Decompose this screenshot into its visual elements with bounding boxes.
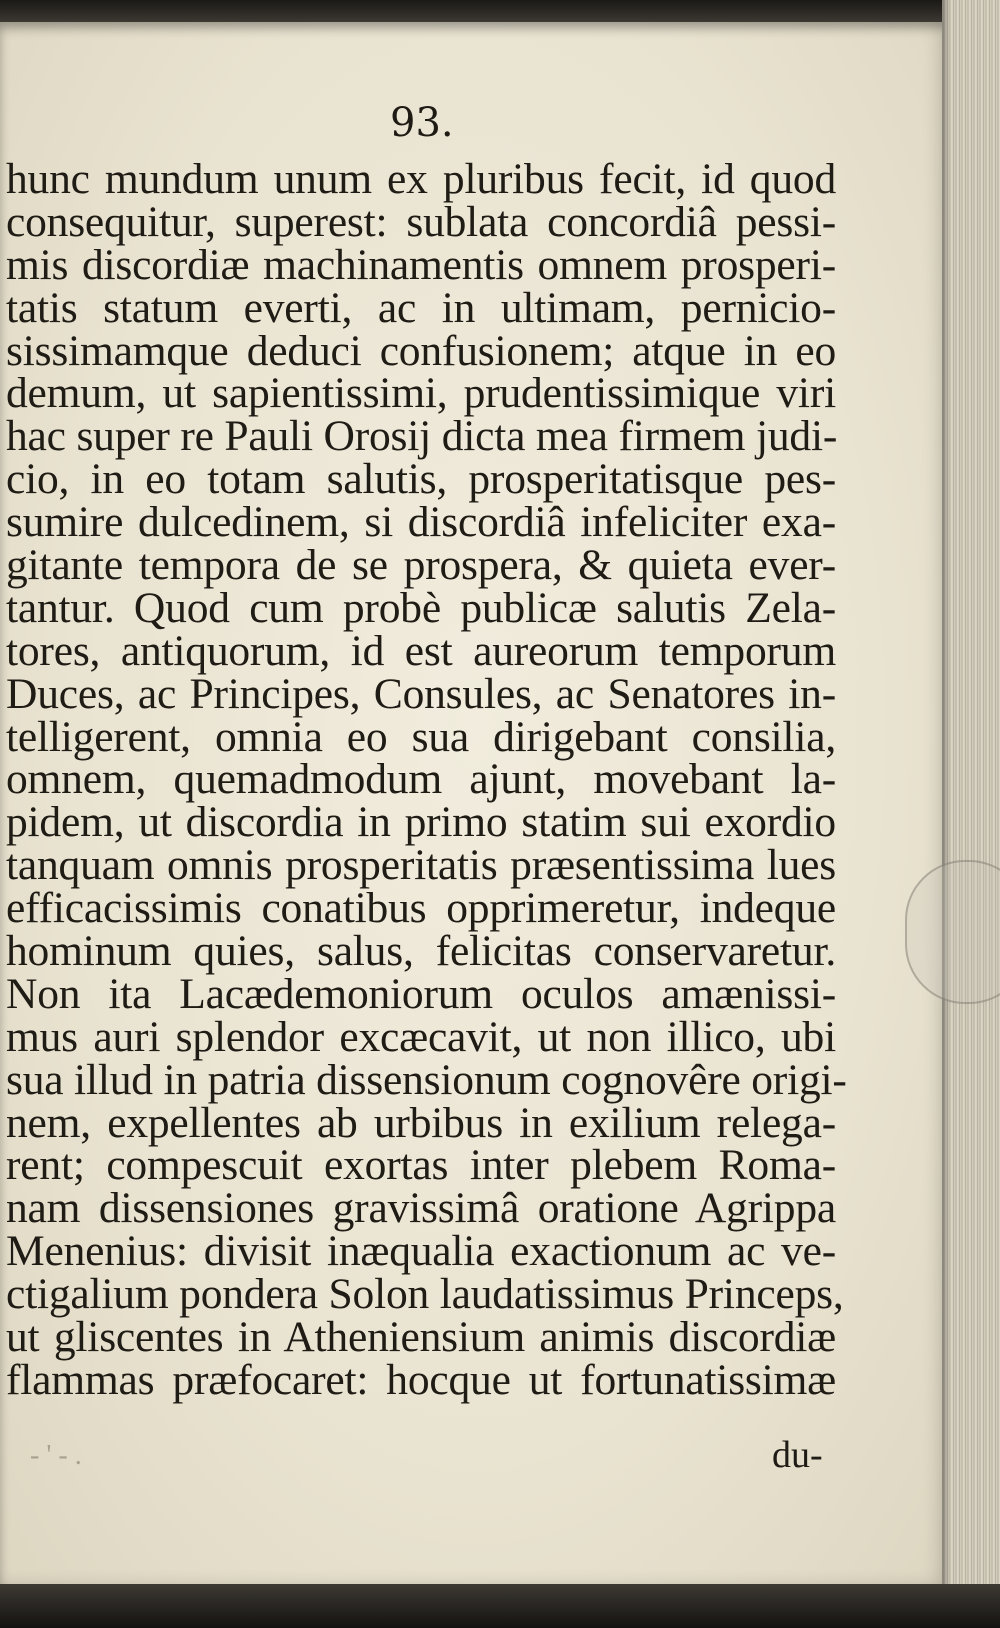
text-line: nam dissensiones gravissimâ oratione Agrippa: [6, 1184, 836, 1233]
text-line: hunc mundum unum ex pluribus fecit, id quod: [6, 155, 836, 203]
thumb-shadow: [905, 860, 1000, 1004]
text-line: Non ita Lacædemoniorum oculos amænissi-: [6, 969, 836, 1018]
text-line: cio, in eo totam salutis, prosperitatisque pes-: [6, 455, 836, 504]
text-line: tantur. Quod cum probè publicæ salutis Zela-: [6, 583, 836, 632]
text-line: hac super re Pauli Orosij dicta mea firmem judi-: [6, 412, 838, 461]
text-line: sumire dulcedinem, si discordiâ infeliciter exa-: [6, 498, 836, 547]
text-line: mis discordiæ machinamentis omnem prosperi-: [6, 240, 836, 289]
page-number: 93.: [390, 100, 454, 146]
text-body: [6, 155, 847, 1404]
ink-bleed-mark: - ' - .: [30, 1440, 82, 1471]
text-line: rent; compescuit exortas inter plebem Roma-: [6, 1141, 836, 1190]
text-line: telligerent, omnia eo sua dirigebant consilia,: [6, 712, 836, 761]
text-line: omnem, quemadmodum ajunt, movebant la-: [6, 755, 836, 804]
text-line: mus auri splendor excæcavit, ut non illico, ubi: [6, 1012, 836, 1061]
catchword: du-: [772, 1434, 823, 1476]
text-line: pidem, ut discordia in primo statim sui exordio: [6, 798, 836, 847]
text-line: tatis statum everti, ac in ultimam, pernicio-: [6, 283, 836, 332]
text-line: flammas præfocaret: hocque ut fortunatissimæ: [6, 1355, 836, 1404]
text-line: hominum quies, salus, felicitas conservaretur.: [6, 927, 836, 976]
text-line: sissimamque deduci confusionem; atque in eo: [6, 326, 836, 375]
text-line: demum, ut sapientissimi, prudentissimique viri: [6, 369, 836, 418]
text-line: efficacissimis conatibus opprimeretur, indeque: [6, 884, 836, 933]
text-line: gitante tempora de se prospera, & quieta ever-: [6, 541, 836, 590]
text-line: consequitur, superest: sublata concordiâ pessi-: [6, 197, 836, 246]
text-line: nem, expellentes ab urbibus in exilium relega-: [6, 1098, 836, 1147]
text-line: Menenius: divisit inæqualia exactionum ac ve-: [6, 1227, 836, 1276]
text-line: sua illud in patria dissensionum cognovêre origi-: [6, 1055, 847, 1104]
text-line: Duces, ac Principes, Consules, ac Senatores in-: [6, 669, 836, 718]
book-bottom-edge: [0, 1584, 1000, 1628]
page-fore-edge: [942, 0, 1000, 1628]
text-line: tores, antiquorum, id est aureorum temporum: [6, 626, 836, 675]
text-line: tanquam omnis prosperitatis præsentissima lues: [6, 841, 836, 890]
text-line: ut gliscentes in Atheniensium animis discordiæ: [6, 1313, 836, 1362]
text-line: ctigalium pondera Solon laudatissimus Princeps,: [6, 1270, 844, 1319]
